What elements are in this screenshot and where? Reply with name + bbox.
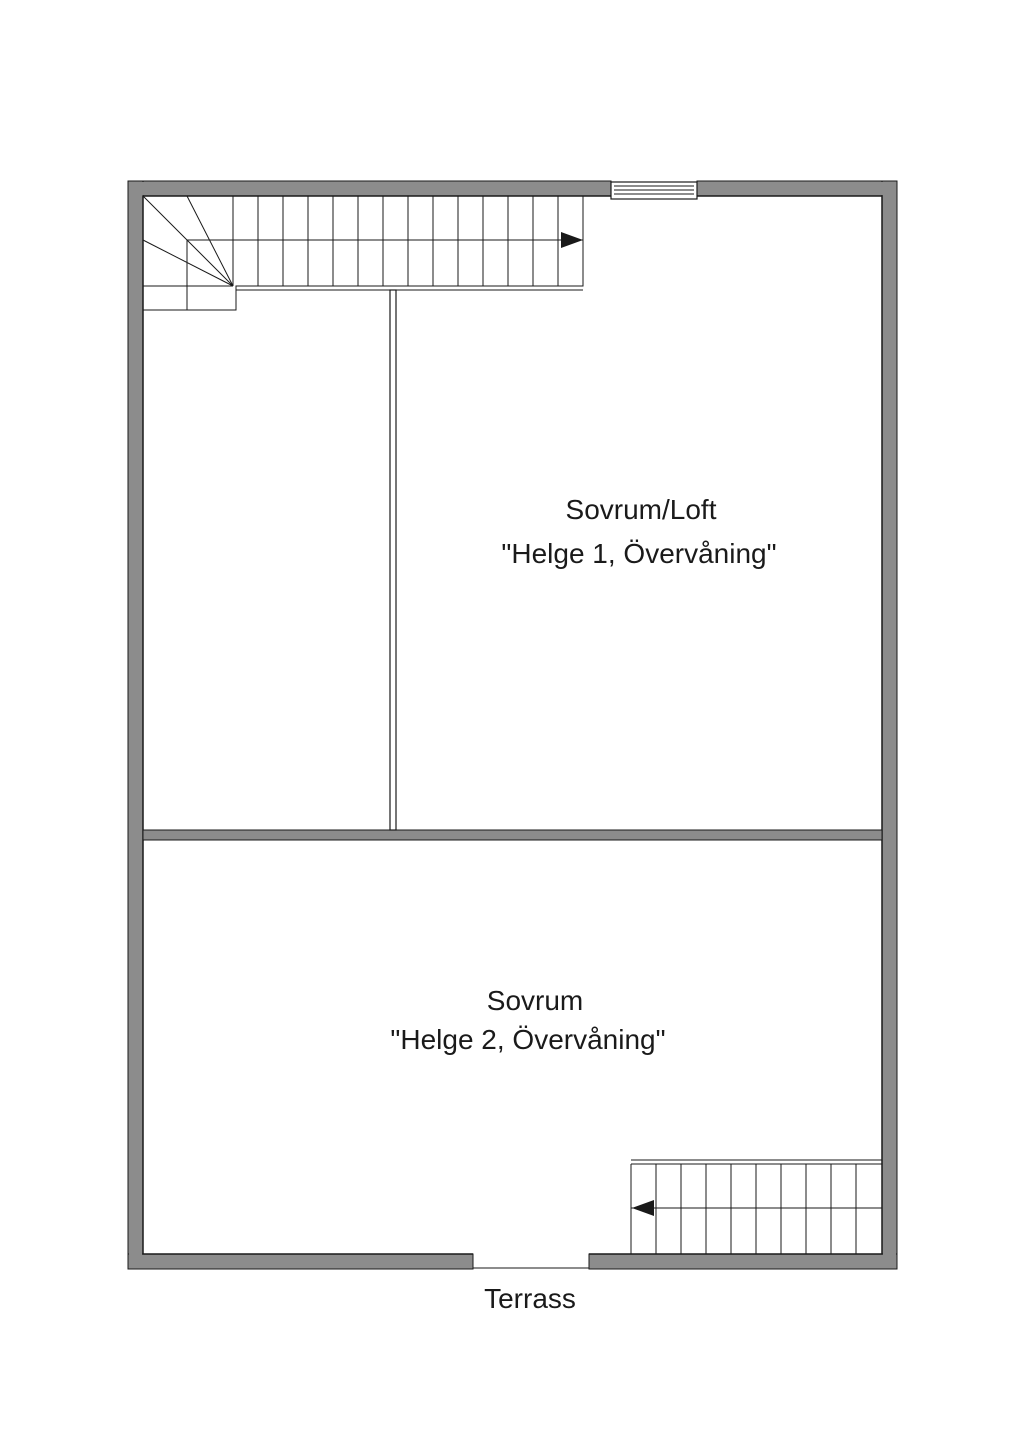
window <box>611 182 697 199</box>
stair-arrow-right-icon <box>561 232 583 248</box>
room-bedroom-name: Sovrum <box>486 985 584 1016</box>
terrace-label: Terrass <box>484 1283 576 1314</box>
room-loft-name: Sovrum/Loft <box>565 494 717 525</box>
interior-partition <box>390 290 396 830</box>
room-bedroom-subtitle: "Helge 2, Övervåning" <box>390 1024 666 1055</box>
staircase-top <box>143 196 583 830</box>
room-loft-subtitle: "Helge 1, Övervåning" <box>501 538 777 569</box>
outer-walls <box>128 181 897 1269</box>
staircase-bottom <box>631 1160 882 1254</box>
stair-arrow-left-icon <box>632 1200 654 1216</box>
interior-wall-horizontal <box>143 830 882 840</box>
